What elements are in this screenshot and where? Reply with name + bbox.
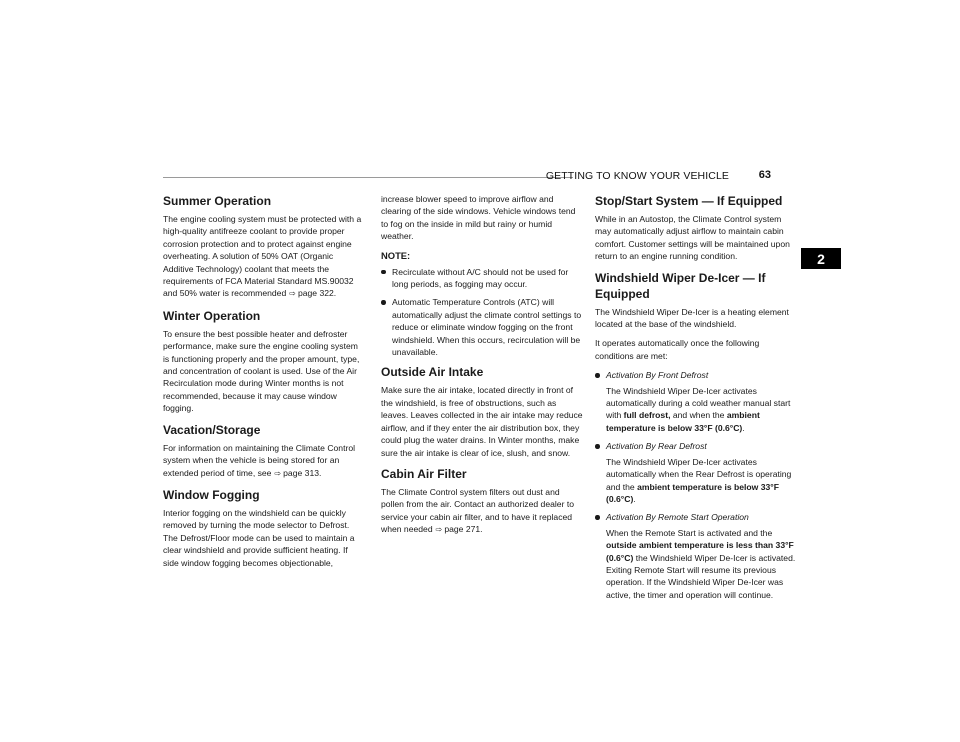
bullet-icon (595, 515, 600, 520)
bullet-icon (381, 270, 386, 275)
activation-item (595, 440, 797, 505)
activation-heading: Activation By Rear Defrost (606, 441, 707, 452)
column-2 (381, 193, 583, 544)
activation-item (595, 369, 797, 434)
vacation-storage-text: For information on maintaining the Climate Control system when the vehicle is being stored for an extended period of time, see ⇨ page 313. (163, 442, 356, 478)
page-reference-icon: ⇨ (289, 289, 296, 299)
window-fogging-heading: Window Fogging (163, 487, 260, 502)
activation-item (595, 511, 797, 601)
activation-text: The Windshield Wiper De-Icer activates automatically during a cold weather manual start with full defrost, and when the ambient temperature is below 33°F (0.6°C). (606, 385, 791, 433)
summer-operation-text: The engine cooling system must be protected with a high-quality antifreeze coolant to provide proper corrosion protection and to protect against engine overheating. A solution of 50% OAT (Organic Additive Technology) coolant that meets the requirements of FCA Material Standard MS.90032 and 50% water is recommended ⇨ page 322. (163, 214, 362, 299)
page-header (163, 168, 783, 187)
cabin-air-filter-heading: Cabin Air Filter (381, 466, 467, 481)
bullet-icon (595, 373, 600, 378)
chapter-tab: 2 (801, 248, 841, 269)
window-fogging-continued: increase blower speed to improve airflow and clearing of the side windows. Vehicle windows tend to fog on the inside in mild but rainy or humid weather. (381, 194, 576, 242)
summer-operation-heading: Summer Operation (163, 194, 272, 208)
page-reference-link[interactable]: page 271. (444, 524, 483, 535)
cabin-air-filter-text: The Climate Control system filters out dust and pollen from the air. Contact an authorized dealer to service your cabin air filter, and to have it replaced when needed ⇨ page 271. (381, 486, 574, 535)
winter-operation-heading: Winter Operation (163, 308, 261, 323)
bullet-icon (381, 300, 386, 305)
outside-air-intake-text: Make sure the air intake, located directly in front of the windshield, is free of obstructions, such as leaves. Leaves collected in the air intake may reduce airflow, and if they enter the air distribution box, they could plug the water drains. In Winter months, make sure the air intake is clear of ice, slush, and snow. (381, 385, 583, 458)
page-number: 63 (758, 169, 771, 181)
wiper-deicer-conditions: It operates automatically once the following conditions are met: (595, 338, 760, 361)
page-reference-link[interactable]: page 322. (297, 288, 337, 299)
stop-start-heading: Stop/Start System — If Equipped (595, 194, 783, 208)
winter-operation-text: To ensure the best possible heater and defroster performance, make sure the engine cooling system is functioning properly and the proper amount, type, and concentration of coolant is used. Use of the Air Recirculation mode during Winter months is not recommended, because it may cause window fogging. (163, 328, 360, 414)
stop-start-text: While in an Autostop, the Climate Control system may automatically adjust airflow to maintain cabin comfort. Customer settings will be maintained upon return to an engine running condition. (595, 214, 790, 262)
note-item: Automatic Temperature Controls (ATC) will automatically adjust the climate control settings to reduce or eliminate window fogging on the front windshield. When this occurs, recirculation will be unavailable. (381, 296, 583, 358)
activation-text: When the Remote Start is activated and the outside ambient temperature is less than 33°F (0.6°C) the Windshield Wiper De-Icer is activated. Exiting Remote Start will resume its previous operation. If the Windshield Wiper De-Icer was active, the timer and operation will continue. (606, 527, 796, 600)
column-3 (595, 193, 797, 607)
column-1 (163, 193, 365, 576)
note-item: Recirculate without A/C should not be used for long periods, as fogging may occur. (381, 266, 583, 291)
outside-air-intake-heading: Outside Air Intake (381, 365, 484, 380)
activation-heading: Activation By Remote Start Operation (606, 512, 749, 523)
note-list (381, 266, 583, 359)
activation-heading: Activation By Front Defrost (606, 370, 709, 381)
page-reference-icon: ⇨ (435, 525, 443, 535)
page-reference-link[interactable]: page 313. (283, 467, 322, 478)
activation-text: The Windshield Wiper De-Icer activates automatically when the Rear Defrost is operating and the ambient temperature is below 33°F (0.6°C). (606, 456, 792, 504)
header-rule (163, 177, 573, 178)
window-fogging-text: Interior fogging on the windshield can be quickly removed by turning the mode selector to Defrost. The Defrost/Floor mode can be used to maintain a clear windshield and provide sufficient heating. If side window fogging becomes objectionable, (163, 507, 355, 568)
running-head: GETTING TO KNOW YOUR VEHICLE (545, 170, 729, 182)
bullet-icon (595, 444, 600, 449)
page-reference-icon: ⇨ (274, 468, 282, 478)
deicer-activation-list (595, 369, 797, 601)
wiper-deicer-heading: Windshield Wiper De-Icer — If Equipped (595, 270, 766, 301)
note-label: NOTE: (381, 249, 411, 261)
wiper-deicer-text: The Windshield Wiper De-Icer is a heating element located at the base of the windshield. (595, 306, 789, 330)
vacation-storage-heading: Vacation/Storage (163, 422, 261, 437)
